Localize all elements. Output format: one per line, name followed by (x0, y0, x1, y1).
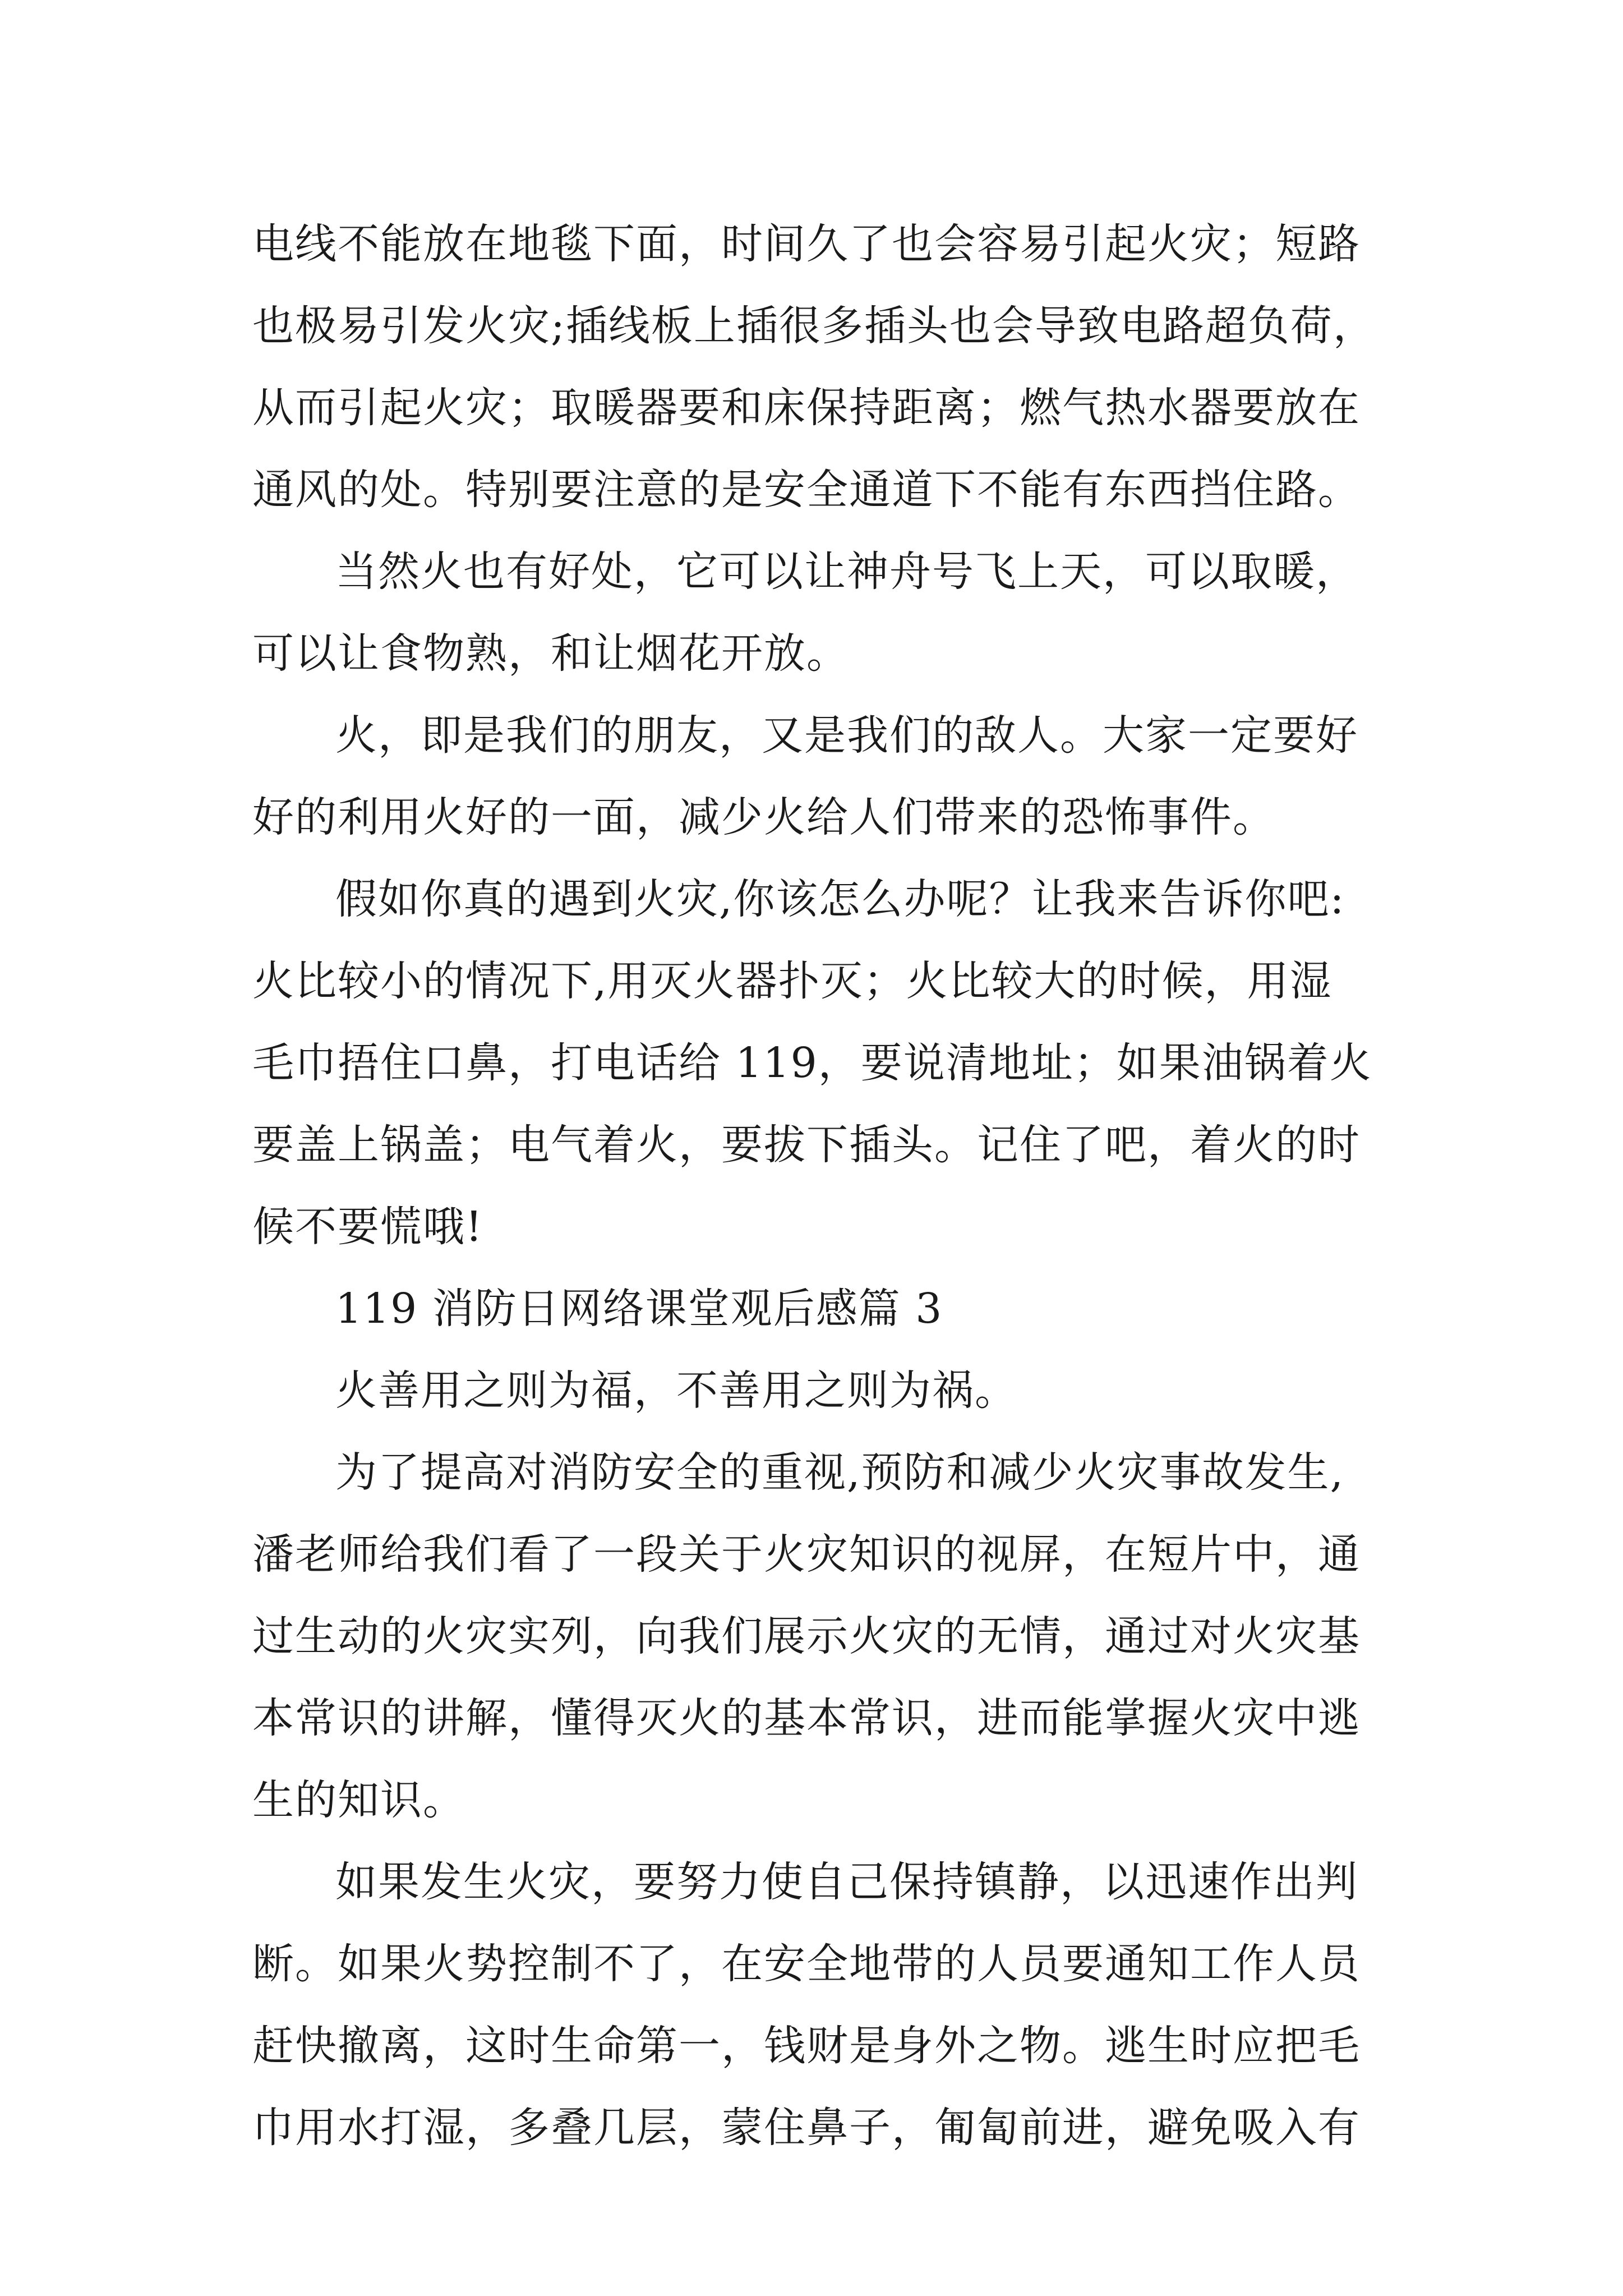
text-line: 假如你真的遇到火灾,你该怎么办呢？让我来告诉你吧: (335, 875, 1345, 923)
text-line: 好的利用火好的一面，减少火给人们带来的恐怖事件。 (252, 793, 1275, 841)
text-line: 火，即是我们的朋友，又是我们的敌人。大家一定要好 (335, 711, 1358, 760)
text-line: 过生动的火灾实列，向我们展示火灾的无情，通过对火灾基 (252, 1612, 1361, 1660)
text-line: 巾用水打湿，多叠几层，蒙住鼻子，匍匐前进，避免吸入有 (252, 2104, 1361, 2152)
text-line: 火比较小的情况下,用灭火器扑灭；火比较大的时候，用湿 (252, 957, 1332, 1005)
text-line: 通风的处。特别要注意的是安全通道下不能有东西挡住路。 (252, 466, 1361, 514)
text-line: 要盖上锅盖；电气着火，要拔下插头。记住了吧，着火的时 (252, 1121, 1361, 1169)
text-line: 从而引起火灾；取暖器要和床保持距离；燃气热水器要放在 (252, 384, 1361, 432)
text-line: 候不要慌哦! (252, 1203, 483, 1251)
text-line: 潘老师给我们看了一段关于火灾知识的视屏，在短片中，通 (252, 1530, 1361, 1579)
text-line: 毛巾捂住口鼻，打电话给 119，要说清地址；如果油锅着火 (252, 1039, 1372, 1087)
text-line: 也极易引发火灾;插线板上插很多插头也会导致电路超负荷， (252, 302, 1376, 350)
section-heading: 119 消防日网络课堂观后感篇 3 (335, 1285, 943, 1333)
text-line: 火善用之则为福，不善用之则为祸。 (335, 1366, 1017, 1415)
text-line: 当然火也有好处，它可以让神舟号飞上天，可以取暖， (335, 547, 1358, 596)
text-line: 可以让食物熟，和让烟花开放。 (252, 629, 849, 678)
text-line: 本常识的讲解，懂得灭火的基本常识，进而能掌握火灾中逃 (252, 1694, 1361, 1742)
document-body (252, 203, 1436, 2169)
text-line: 生的知识。 (252, 1776, 465, 1824)
text-line: 如果发生火灾，要努力使自己保持镇静，以迅速作出判 (335, 1858, 1358, 1906)
text-line: 电线不能放在地毯下面，时间久了也会容易引起火灾；短路 (252, 220, 1361, 268)
text-line: 赶快撤离，这时生命第一，钱财是身外之物。逃生时应把毛 (252, 2022, 1361, 2070)
text-line: 为了提高对消防安全的重视,预防和减少火灾事故发生, (335, 1448, 1345, 1497)
text-line: 断。如果火势控制不了，在安全地带的人员要通知工作人员 (252, 1940, 1361, 1988)
